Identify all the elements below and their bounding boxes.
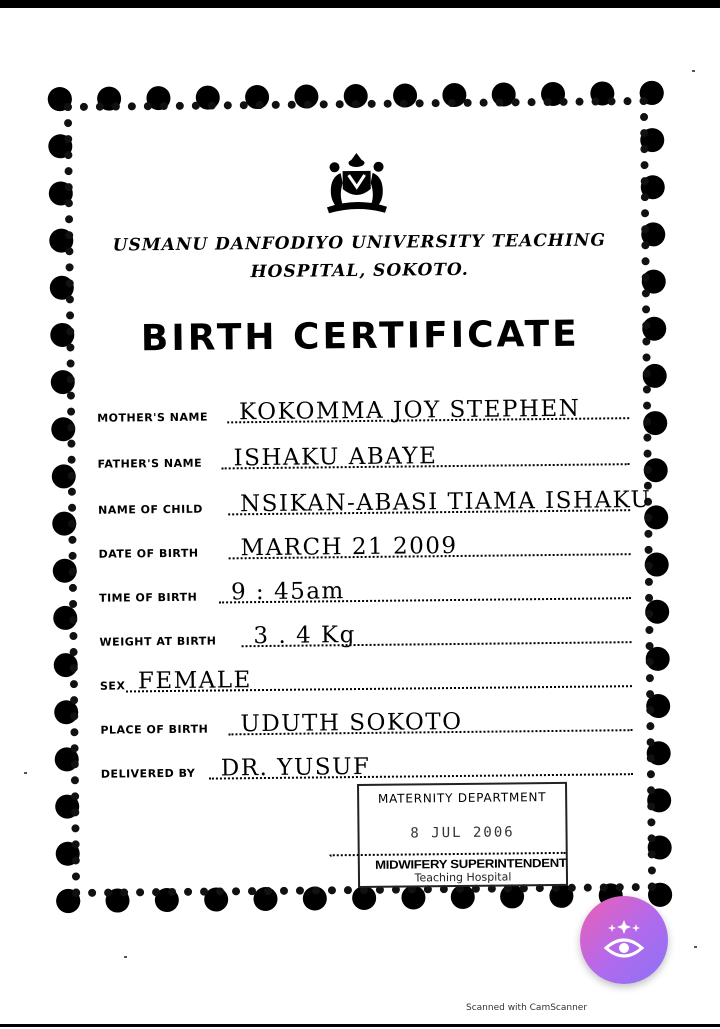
stamp-date: 8 JUL 2006: [410, 824, 515, 842]
field-label: DATE OF BIRTH: [98, 546, 199, 561]
field-value: MARCH 21 2009: [240, 532, 458, 562]
field-value: 9 : 45am: [230, 578, 345, 606]
eye-sparkle-icon: [600, 916, 648, 964]
hospital-name: [89, 226, 630, 288]
scan-speck: [124, 956, 127, 958]
scan-speck: [692, 70, 695, 72]
stamp-role: MIDWIFERY SUPERINTENDENT: [374, 855, 567, 872]
hospital-name-line2: HOSPITAL, SOKOTO.: [250, 259, 469, 283]
scan-speck: [24, 772, 27, 774]
scan-speck: [694, 946, 697, 948]
bottom-bar: [0, 1024, 720, 1027]
field-value: ISHAKU ABAYE: [233, 443, 438, 472]
field-label: PLACE OF BIRTH: [100, 722, 209, 737]
field-value: FEMALE: [137, 667, 253, 695]
field-value: UDUTH SOKOTO: [240, 708, 463, 738]
lens-button[interactable]: [580, 896, 668, 984]
certificate-title: BIRTH CERTIFICATE: [140, 313, 580, 360]
top-bar: [0, 0, 720, 8]
field-label: NAME OF CHILD: [98, 502, 203, 517]
maternity-stamp: [357, 782, 568, 888]
birth-certificate: [48, 81, 673, 913]
hospital-name-line1: USMANU DANFODIYO UNIVERSITY TEACHING: [112, 230, 607, 256]
field-label: SEX: [99, 679, 126, 693]
field-label: FATHER'S NAME: [97, 456, 203, 471]
field-label: DELIVERED BY: [100, 766, 196, 781]
field-value: DR. YUSUF: [220, 753, 371, 782]
field-value: KOKOMMA JOY STEPHEN: [238, 395, 581, 426]
camscanner-watermark: Scanned with CamScanner: [466, 1003, 588, 1013]
field-label: WEIGHT AT BIRTH: [99, 634, 217, 649]
field-value: 3 . 4 Kg: [253, 622, 357, 650]
field-label: TIME OF BIRTH: [98, 590, 198, 605]
stamp-department: MATERNITY DEPARTMENT: [377, 790, 547, 806]
field-value: NSIKAN-ABASI TIAMA ISHAKU: [239, 486, 652, 518]
coat-of-arms-icon: [318, 149, 395, 216]
field-label: MOTHER'S NAME: [97, 410, 209, 425]
stamp-hospital: Teaching Hospital: [414, 870, 512, 885]
